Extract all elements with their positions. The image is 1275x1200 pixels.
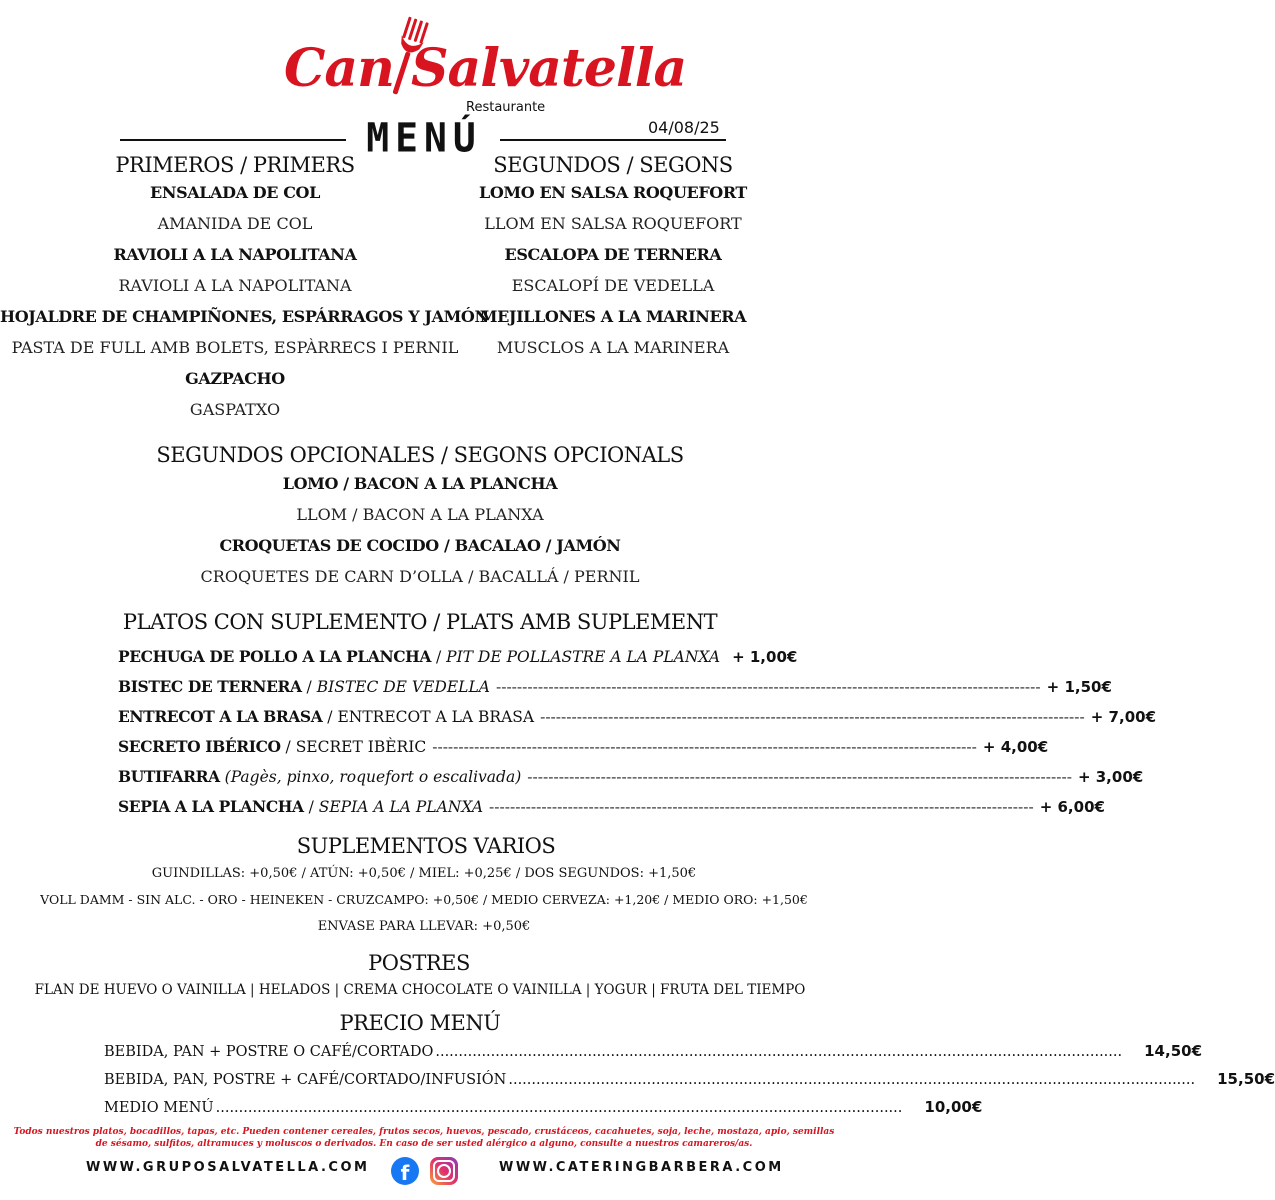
supplement-name: SEPIA A LA PLANCHA — [118, 797, 304, 816]
divider-right — [500, 139, 726, 141]
logo-name: Can Salvatella — [284, 38, 687, 99]
price-row — [104, 1042, 1203, 1060]
price-row — [104, 1070, 1275, 1088]
dish-translation: AMANIDA DE COL — [157, 214, 313, 233]
supplement-alt: BISTEC DE VEDELLA — [316, 678, 490, 696]
leader-dashes: -------------------------------------------------------------------------------------------------------- — [432, 738, 977, 756]
dish-name: LOMO EN SALSA ROQUEFORT — [479, 183, 747, 202]
section-title-primeros: PRIMEROS / PRIMERS — [115, 153, 355, 177]
supplement-separator: / — [322, 708, 338, 726]
logo — [0, 8, 848, 113]
dish-translation: RAVIOLI A LA NAPOLITANA — [118, 276, 352, 295]
dish-translation: LLOM EN SALSA ROQUEFORT — [484, 214, 742, 233]
supplement-row — [118, 707, 1157, 731]
supplement-price: + 1,50€ — [1046, 678, 1112, 696]
supplement-row — [118, 737, 1049, 761]
opcionales-section — [0, 443, 840, 598]
price-row — [104, 1098, 983, 1116]
supplement-separator: / — [280, 738, 296, 756]
dish-translation: ESCALOPÍ DE VEDELLA — [511, 276, 715, 295]
leader-dashes: -------------------------------------------------------------------------------------------------------- — [527, 768, 1072, 786]
page-title: MENÚ — [366, 114, 482, 162]
dish-name: RAVIOLI A LA NAPOLITANA — [113, 245, 357, 264]
price-value: 10,00€ — [924, 1098, 983, 1116]
supplement-row — [118, 797, 1105, 821]
leader-dots: ..................................................................................................................................................... — [508, 1072, 1196, 1088]
logo-subtitle: Restaurante — [466, 100, 546, 115]
dish-translation: MUSCLOS A LA MARINERA — [496, 338, 730, 357]
dish-name: MEJILLONES A LA MARINERA — [479, 307, 747, 326]
section-title-opcionales: SEGUNDOS OPCIONALES / SEGONS OPCIONALS — [156, 443, 684, 467]
dish-name: HOJALDRE DE CHAMPIÑONES, ESPÁRRAGOS Y JAMÓN — [0, 307, 489, 326]
primeros-section — [0, 153, 489, 431]
dish-name: GAZPACHO — [185, 369, 285, 388]
footer-link-gruposalvatella[interactable]: WWW.GRUPOSALVATELLA.COM — [86, 1160, 370, 1175]
supplement-price: + 1,00€ — [732, 648, 798, 666]
supplement-row — [118, 677, 1112, 701]
supplement-separator: / — [301, 678, 317, 696]
leader-dots: ..................................................................................................................................................... — [435, 1044, 1123, 1060]
dish-name: LOMO / BACON A LA PLANCHA — [282, 474, 558, 493]
supplement-row — [118, 767, 1144, 791]
section-title-precio: PRECIO MENÚ — [339, 1011, 501, 1035]
price-value: 14,50€ — [1144, 1042, 1203, 1060]
price-label: BEBIDA, PAN, POSTRE + CAFÉ/CORTADO/INFUSIÓN — [104, 1072, 507, 1088]
supplement-alt: PIT DE POLLASTRE A LA PLANXA — [446, 648, 721, 666]
section-title-varios: SUPLEMENTOS VARIOS — [296, 834, 556, 858]
varios-line: VOLL DAMM - SIN ALC. - ORO - HEINEKEN - CRUZCAMPO: +0,50€ / MEDIO CERVEZA: +1,20€ / MEDIO ORO: +1,50€ — [40, 892, 808, 907]
facebook-icon[interactable]: f — [391, 1157, 419, 1185]
price-value: 15,50€ — [1217, 1070, 1275, 1088]
supplement-alt: SECRET IBÈRIC — [295, 738, 427, 756]
supplement-name: ENTRECOT A LA BRASA — [118, 707, 323, 726]
postres-line: FLAN DE HUEVO O VAINILLA | HELADOS | CREMA CHOCOLATE O VAINILLA | YOGUR | FRUTA DEL TIEMPO — [34, 982, 806, 998]
dish-translation: LLOM / BACON A LA PLANXA — [296, 505, 544, 524]
leader-dashes: -------------------------------------------------------------------------------------------------------- — [540, 708, 1085, 726]
varios-line: ENVASE PARA LLEVAR: +0,50€ — [317, 919, 531, 934]
supplement-name: PECHUGA DE POLLO A LA PLANCHA — [118, 647, 432, 666]
allergen-notice: Todos nuestros platos, bocadillos, tapas, etc. Pueden contener cereales, frutos secos, huevos, pescado, crustáceos, cacahuetes, soja, leche, mostaza, apio, semillas de sésamo, sulfitos, altramuces y moluscos o derivados. En caso de ser usted alérgico a alguno, consulte a nuestros camareros/as. — [13, 1127, 835, 1149]
supplement-alt: ENTRECOT A LA BRASA — [337, 708, 535, 726]
dish-name: CROQUETAS DE COCIDO / BACALAO / JAMÓN — [219, 536, 621, 555]
instagram-icon[interactable] — [430, 1157, 458, 1185]
footer-link-cateringbarbera[interactable]: WWW.CATERINGBARBERA.COM — [499, 1160, 784, 1175]
supplement-row — [118, 647, 798, 671]
supplement-price: + 3,00€ — [1077, 768, 1144, 786]
dish-translation: CROQUETES DE CARN D’OLLA / BACALLÁ / PERNIL — [200, 567, 640, 586]
varios-line: GUINDILLAS: +0,50€ / ATÚN: +0,50€ / MIEL: +0,25€ / DOS SEGUNDOS: +1,50€ — [151, 866, 697, 881]
supplement-separator: / — [431, 648, 447, 666]
supplement-name: SECRETO IBÉRICO — [118, 737, 281, 756]
section-title-postres: POSTRES — [368, 951, 470, 975]
dish-name: ESCALOPA DE TERNERA — [504, 245, 722, 264]
dish-translation: GASPATXO — [189, 400, 281, 419]
price-label: MEDIO MENÚ — [104, 1100, 214, 1116]
supplement-separator: / — [303, 798, 319, 816]
segundos-section — [478, 153, 748, 369]
section-title-suplemento: PLATOS CON SUPLEMENTO / PLATS AMB SUPLEMENT — [122, 610, 718, 634]
supplement-name: BISTEC DE TERNERA — [118, 677, 302, 696]
supplement-price: + 6,00€ — [1039, 798, 1105, 816]
section-title-segundos: SEGUNDOS / SEGONS — [493, 153, 733, 177]
supplement-price: + 4,00€ — [982, 738, 1049, 756]
leader-dashes: -------------------------------------------------------------------------------------------------------- — [495, 678, 1041, 696]
menu-date: 04/08/25 — [648, 118, 720, 137]
leader-dots: ..................................................................................................................................................... — [215, 1100, 903, 1116]
dish-name: ENSALADA DE COL — [150, 183, 320, 202]
supplement-name: BUTIFARRA — [118, 767, 220, 786]
dish-translation: PASTA DE FULL AMB BOLETS, ESPÀRRECS I PERNIL — [11, 338, 459, 357]
price-label: BEBIDA, PAN + POSTRE O CAFÉ/CORTADO — [104, 1044, 434, 1060]
leader-dashes: -------------------------------------------------------------------------------------------------------- — [489, 798, 1034, 816]
supplement-alt: (Pagès, pinxo, roquefort o escalivada) — [224, 768, 522, 786]
supplement-alt: SEPIA A LA PLANXA — [318, 798, 484, 816]
supplement-price: + 7,00€ — [1090, 708, 1157, 726]
